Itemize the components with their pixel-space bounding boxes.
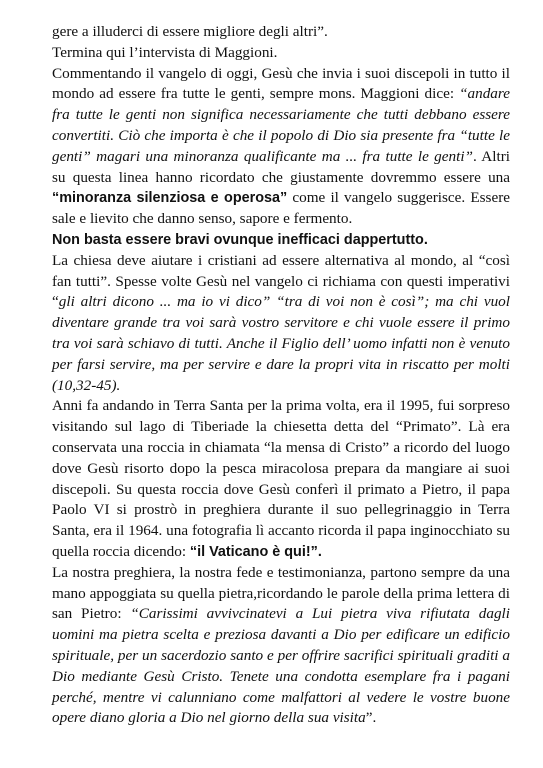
paragraph-5-intro: Anni fa andando in Terra Santa per la prima volta, era il 1995, fui sorpreso visitando sul lago di Tiberiade la chiesetta detta del “Primato”. Là era conservata una roccia in chiamata “la mensa di Cristo” a ricordo del luogo dove Gesù risorto dopo la pesca miracolosa prepara da mangiare ai suoi discepoli. Su questa roccia dove Gesù conferì il primato a Pietro, il papa Paolo VI si prostrò in preghiera durante il suo pellegrinaggio in Terra Santa, era il 1964. una fotografia lì accanto ricorda il papa inginocchiato su quella roccia dicendo: — [52, 397, 510, 560]
paragraph-6-quote: “Carissimi avvivcinatevi a Lui pietra viva rifiutata dagli uomini ma pietra scelta e preziosa davanti a Dio per edificare un edificio spirituale, per un sacerdozio santo e per offrire sacrifici spirituali graditi a Dio mediante Gesù Cristo. Tenete una condotta esemplare fra i pagani perché, mentre vi calunniano come malfattori al vedere le vostre buone opere diano gloria a Dio nel giorno della sua visita — [52, 605, 510, 727]
paragraph-1: gere a illuderci di essere migliore degli altri”. — [52, 23, 328, 40]
paragraph-4 — [52, 251, 510, 397]
paragraph-6-intro: La nostra preghiera, la nostra fede e testimonianza, partono sempre da una mano appoggiata su quella pietra,ricordando le parole della prima lettera di san Pietro: — [52, 563, 510, 623]
paragraph-2: Termina qui l’intervista di Maggioni. — [52, 43, 278, 61]
paragraph-6 — [52, 563, 510, 729]
document-page — [52, 22, 510, 729]
paragraph-6-end: ”. — [365, 709, 377, 727]
paragraph-4-quote: gli altri dicono ... ma io vi dico” “tra di voi non è così”; ma chi vuol diventare grande tra voi sarà vostro servitore e chi vuole essere il primo tra voi sarà schiavo di tutti. Anche il Figlio dell’ uomo infatti non è venuto per farsi servire, ma per servire e dare la propri vita in riscatto per molti (10,32-45). — [52, 293, 510, 394]
paragraph-4-intro: La chiesa deve aiutare i cristiani ad essere alternativa al mondo, al “così fan tutti”. Spesse volte Gesù nel vangelo ci richiama con questi imperativi “ — [52, 251, 510, 311]
paragraph-5 — [52, 396, 510, 562]
paragraph-3 — [52, 64, 510, 230]
paragraph-5-bold: “il Vaticano è qui!”. — [189, 543, 322, 560]
paragraph-3-intro: Commentando il vangelo di oggi, Gesù che invia i suoi discepoli in tutto il mondo ad essere fra tutte le genti, sempre mons. Maggioni dice: — [52, 64, 510, 103]
paragraph-3-quote: “andare fra tutte le genti non significa necessariamente che tutti debbano essere convertiti. Ciò che importa è che il popolo di Dio sia presente fra “tutte le genti” magari una minoranza qualificante ma ... fra tutte le genti” — [52, 85, 510, 165]
paragraph-3-end: come il vangelo suggerisce. Essere sale e lievito che danno senso, sapore e fermento. — [52, 189, 510, 228]
paragraph-3-bold: “minoranza silenziosa e operosa” — [52, 190, 288, 207]
paragraph-3-cont: . Altri su questa linea hanno ricordato che giustamente dovremmo essere una — [52, 147, 510, 186]
section-heading: Non basta essere bravi ovunque inefficaci dappertutto. — [52, 231, 428, 248]
